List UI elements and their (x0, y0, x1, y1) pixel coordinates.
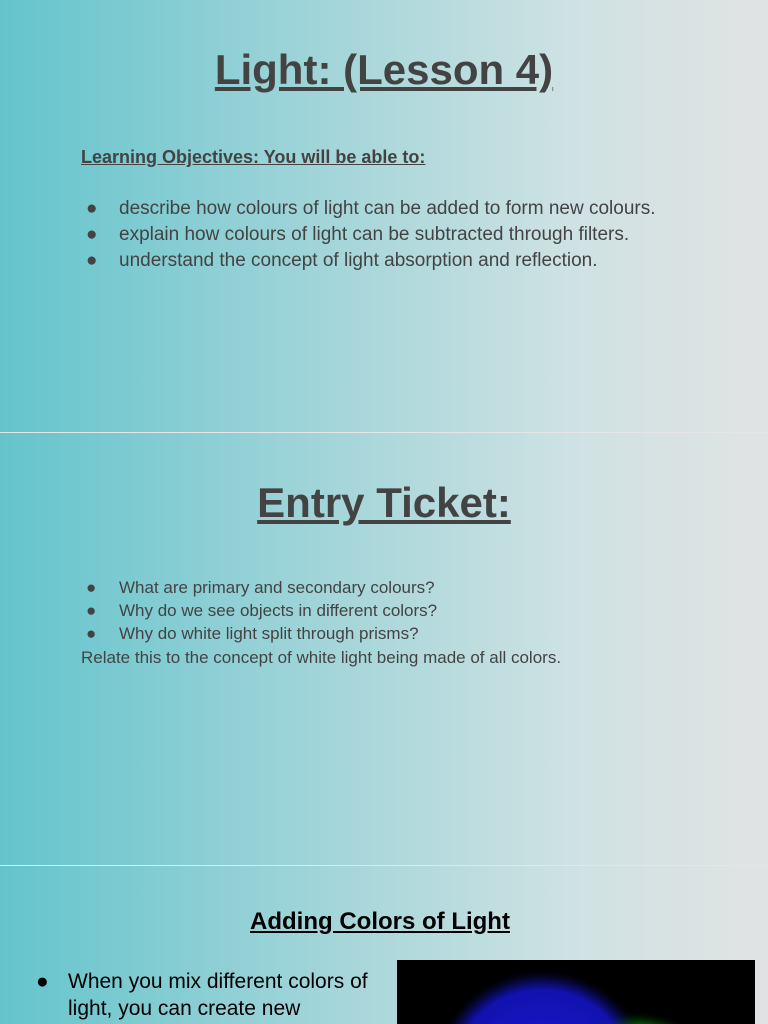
bullet-icon: ● (86, 224, 98, 245)
list-item (81, 196, 701, 221)
bullet-icon: ● (86, 624, 97, 643)
list-item-text: understand the concept of light absorption and reflection. (119, 250, 598, 271)
list-item (81, 576, 701, 599)
bullet-icon: ● (86, 198, 98, 219)
slide-2 (0, 433, 768, 865)
entry-questions-list (81, 576, 701, 645)
list-item (32, 968, 377, 1022)
list-item-text: describe how colours of light can be added to form new colours. (119, 198, 656, 219)
list-item-text: When you mix different colors of light, you can create new (68, 970, 368, 1020)
list-item-text: Why do we see objects in different colors? (119, 601, 438, 620)
additive-color-mixing-image (397, 960, 755, 1024)
slide-3 (0, 866, 768, 1024)
bullet-icon: ● (86, 578, 97, 597)
list-item (81, 599, 701, 622)
adding-colors-list (32, 968, 377, 1022)
bullet-icon: ● (36, 970, 49, 993)
list-item-text: explain how colours of light can be subtracted through filters. (119, 224, 630, 245)
objectives-heading: Learning Objectives: You will be able to: (81, 147, 426, 167)
bullet-icon: ● (86, 601, 97, 620)
bullet-icon: ● (86, 250, 98, 271)
slide-title: Entry Ticket: (257, 479, 511, 526)
list-item-text: What are primary and secondary colours? (119, 578, 435, 597)
slide-1 (0, 0, 768, 432)
slide-subtitle: Adding Colors of Light (250, 908, 510, 935)
list-item (81, 222, 701, 247)
relate-text: Relate this to the concept of white light being made of all colors. (81, 648, 562, 667)
slide-title: Light: (Lesson 4) (214, 46, 554, 93)
objectives-list (81, 196, 701, 274)
list-item-text: Why do white light split through prisms? (119, 624, 419, 643)
list-item (81, 248, 701, 273)
list-item (81, 622, 701, 645)
blue-light-overlay (430, 968, 654, 1024)
color-circles-icon (397, 960, 755, 1024)
